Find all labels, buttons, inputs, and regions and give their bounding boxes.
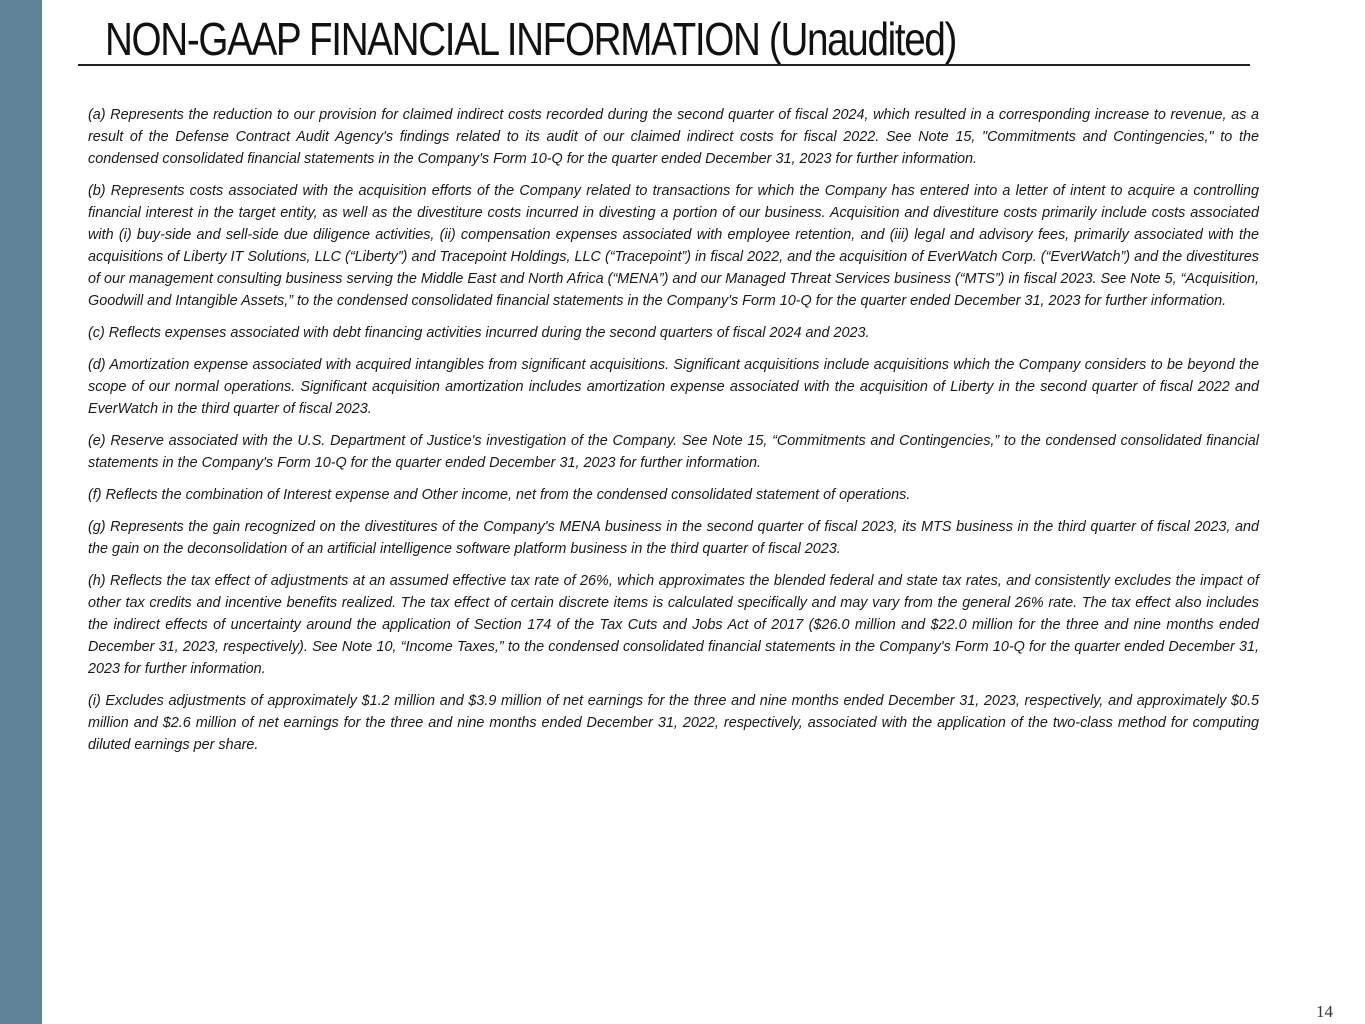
left-accent-bar: [0, 0, 42, 1024]
footnote-d: (d) Amortization expense associated with acquired intangibles from significant acquisitions. Significant acquisitions include acquisitions which the Company considers to be beyond the scope of our normal operations. Significant acquisition amortization includes amortization expense associated with the acquisition of Liberty in the second quarter of fiscal 2022 and EverWatch in the third quarter of fiscal 2023.: [88, 357, 1259, 417]
page-number: 14: [1316, 1002, 1333, 1021]
footnote-i: (i) Excludes adjustments of approximately $1.2 million and $3.9 million of net earnings for the three and nine months ended December 31, 2023, respectively, and approximately $0.5 million and $2.6 million of net earnings for the three and nine months ended December 31, 2022, respectively, associated with the application of the two-class method for computing diluted earnings per share.: [88, 693, 1259, 753]
title-underline: [78, 64, 1250, 66]
footnote-a: (a) Represents the reduction to our provision for claimed indirect costs recorded during the second quarter of fiscal 2024, which resulted in a corresponding increase to revenue, as a result of the Defense Contract Audit Agency's findings related to its audit of our claimed indirect costs for fiscal 2022. See Note 15, "Commitments and Contingencies," to the condensed consolidated financial statements in the Company's Form 10-Q for the quarter ended December 31, 2023 for further information.: [88, 107, 1259, 167]
footnote-f: (f) Reflects the combination of Interest expense and Other income, net from the condensed consolidated statement of operations.: [88, 487, 911, 503]
footnote-b: (b) Represents costs associated with the acquisition efforts of the Company related to transactions for which the Company has entered into a letter of intent to acquire a controlling financial interest in the target entity, as well as the divestiture costs incurred in divesting a portion of our business. Acquisition and divestiture costs primarily include costs associated with (i) buy-side and sell-side due diligence activities, (ii) compensation expenses associated with employee retention, and (iii) legal and advisory fees, primarily associated with the acquisitions of Liberty IT Solutions, LLC (“Liberty”) and Tracepoint Holdings, LLC (“Tracepoint”) in fiscal 2022, and the acquisition of EverWatch Corp. (“EverWatch”) and the divestitures of our management consulting business serving the Middle East and North Africa (“MENA”) and our Managed Threat Services business (“MTS”) in fiscal 2023. See Note 5, “Acquisition, Goodwill and Intangible Assets,” to the condensed consolidated financial statements in the Company's Form 10-Q for the quarter ended December 31, 2023 for further information.: [88, 183, 1259, 309]
footnotes-list: [88, 104, 1259, 766]
footnote-h: (h) Reflects the tax effect of adjustments at an assumed effective tax rate of 26%, which approximates the blended federal and state tax rates, and consistently excludes the impact of other tax credits and incentive benefits realized. The tax effect of certain discrete items is calculated specifically and may vary from the general 26% rate. The tax effect also includes the indirect effects of uncertainty around the application of Section 174 of the Tax Cuts and Jobs Act of 2017 ($26.0 million and $22.0 million for the three and nine months ended December 31, 2023, respectively). See Note 10, “Income Taxes,” to the condensed consolidated financial statements in the Company's Form 10-Q for the quarter ended December 31, 2023 for further information.: [88, 573, 1259, 677]
page-title: NON-GAAP FINANCIAL INFORMATION (Unaudited): [105, 13, 957, 65]
footnote-g: (g) Represents the gain recognized on the divestitures of the Company's MENA business in the second quarter of fiscal 2023, its MTS business in the third quarter of fiscal 2023, and the gain on the deconsolidation of an artificial intelligence software platform business in the third quarter of fiscal 2023.: [88, 519, 1259, 557]
footnote-e: (e) Reserve associated with the U.S. Department of Justice's investigation of the Company. See Note 15, “Commitments and Contingencies,” to the condensed consolidated financial statements in the Company's Form 10-Q for the quarter ended December 31, 2023 for further information.: [88, 433, 1259, 471]
footnote-c: (c) Reflects expenses associated with debt financing activities incurred during the second quarters of fiscal 2024 and 2023.: [88, 325, 870, 341]
